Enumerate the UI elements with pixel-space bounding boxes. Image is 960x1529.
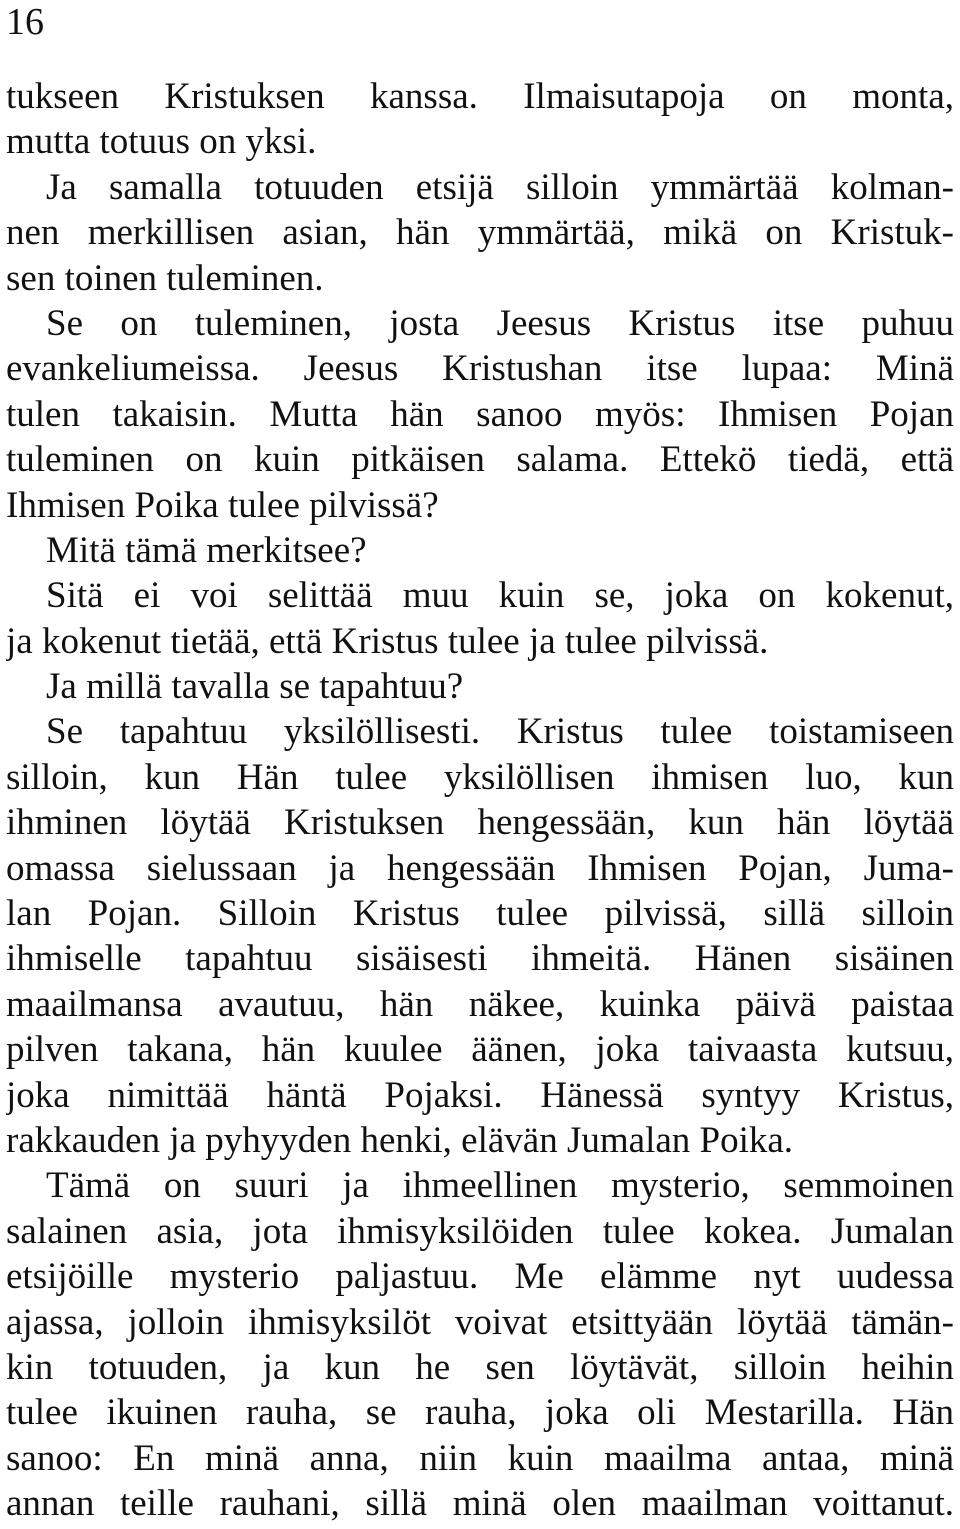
page-number: 16 bbox=[6, 1, 44, 43]
text-line: Ja samalla totuuden etsijä silloin ymmärtää kolman- bbox=[46, 166, 954, 208]
text-line: maailmansa avautuu, hän näkee, kuinka päivä paistaa bbox=[6, 983, 954, 1025]
text-line: ihminen löytää Kristuksen hengessään, kun hän löytää bbox=[6, 802, 954, 844]
text-line: Sitä ei voi selittää muu kuin se, joka on kokenut, bbox=[46, 575, 954, 617]
text-line: annan teille rauhani, sillä minä olen maailman voittanut. bbox=[6, 1483, 954, 1525]
text-line: joka nimittää häntä Pojaksi. Hänessä syntyy Kristus, bbox=[6, 1074, 954, 1116]
text-line: etsijöille mysterio paljastuu. Me elämme nyt uudessa bbox=[6, 1256, 954, 1298]
text-line: Mitä tämä merkitsee? bbox=[46, 529, 367, 571]
text-line: salainen asia, jota ihmisyksilöiden tulee kokea. Jumalan bbox=[6, 1210, 954, 1252]
text-line: sanoo: En minä anna, niin kuin maailma antaa, minä bbox=[6, 1437, 954, 1479]
text-line: ja kokenut tietää, että Kristus tulee ja tulee pilvissä. bbox=[6, 620, 769, 662]
text-line: evankeliumeissa. Jeesus Kristushan itse lupaa: Minä bbox=[6, 348, 954, 390]
text-line: tulee ikuinen rauha, se rauha, joka oli Mestarilla. Hän bbox=[6, 1392, 954, 1434]
text-line: Ja millä tavalla se tapahtuu? bbox=[46, 666, 464, 708]
text-line: kin totuuden, ja kun he sen löytävät, silloin heihin bbox=[6, 1346, 954, 1388]
text-line: nen merkillisen asian, hän ymmärtää, mikä on Kristuk- bbox=[6, 212, 954, 254]
text-line: tuleminen on kuin pitkäisen salama. Ettekö tiedä, että bbox=[6, 439, 954, 481]
text-line: omassa sielussaan ja hengessään Ihmisen Pojan, Juma- bbox=[6, 847, 954, 889]
text-line: Tämä on suuri ja ihmeellinen mysterio, semmoinen bbox=[46, 1165, 954, 1207]
text-line: pilven takana, hän kuulee äänen, joka taivaasta kutsuu, bbox=[6, 1029, 954, 1071]
text-line: Se on tuleminen, josta Jeesus Kristus itse puhuu bbox=[46, 302, 954, 344]
text-line: Ihmisen Poika tulee pilvissä? bbox=[6, 484, 439, 526]
text-line: tukseen Kristuksen kanssa. Ilmaisutapoja on monta, bbox=[6, 76, 954, 117]
text-line: mutta totuus on yksi. bbox=[6, 121, 317, 163]
text-line: ihmiselle tapahtuu sisäisesti ihmeitä. Hänen sisäinen bbox=[6, 938, 954, 980]
text-line: tulen takaisin. Mutta hän sanoo myös: Ihmisen Pojan bbox=[6, 393, 954, 435]
text-line: ajassa, jolloin ihmisyksilöt voivat etsittyään löytää tämän- bbox=[6, 1301, 954, 1343]
text-line: silloin, kun Hän tulee yksilöllisen ihmisen luo, kun bbox=[6, 756, 954, 798]
text-line: Se tapahtuu yksilöllisesti. Kristus tulee toistamiseen bbox=[46, 711, 954, 753]
body-text bbox=[6, 74, 954, 1527]
text-line: rakkauden ja pyhyyden henki, elävän Jumalan Poika. bbox=[6, 1119, 794, 1161]
text-line: sen toinen tuleminen. bbox=[6, 257, 324, 299]
text-line: lan Pojan. Silloin Kristus tulee pilvissä, sillä silloin bbox=[6, 893, 954, 935]
